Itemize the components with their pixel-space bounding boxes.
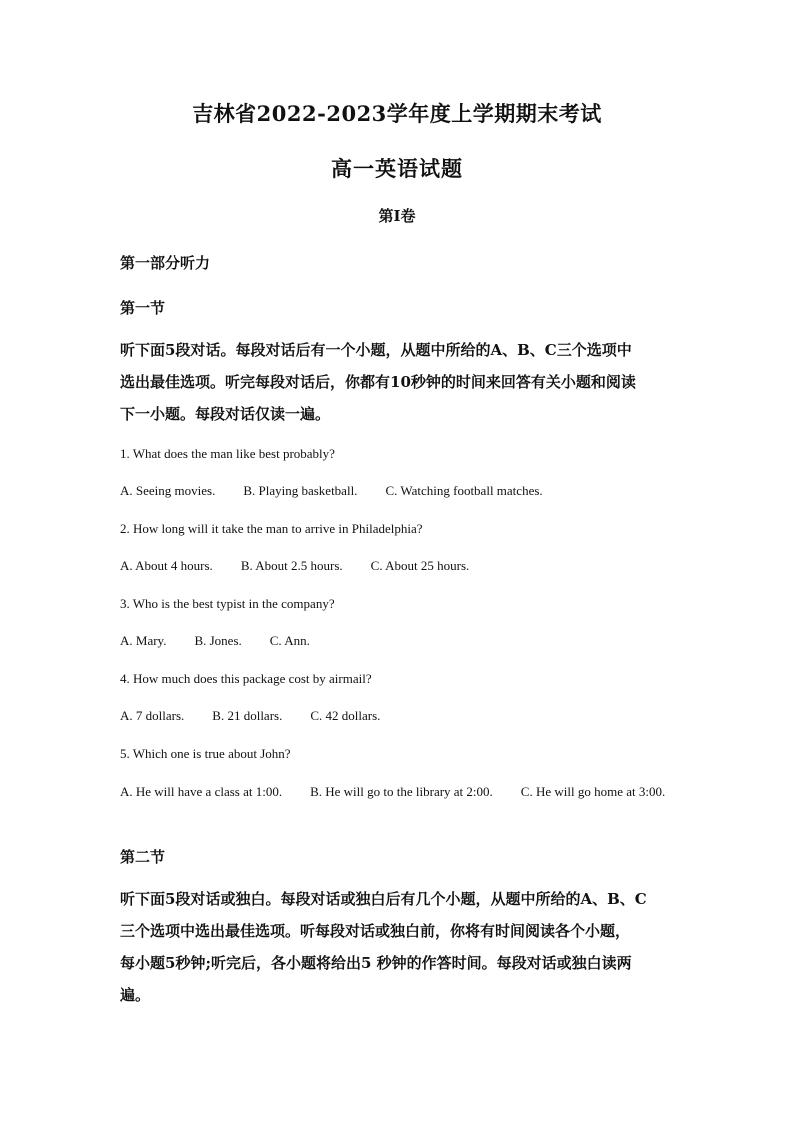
question-2: 2. How long will it take the man to arrive in Philadelphia?	[120, 521, 423, 536]
option-c: C. About 25 hours.	[370, 558, 470, 573]
question-4: 4. How much does this package cost by airmail?	[120, 671, 372, 686]
option-b: B. Playing basketball.	[243, 483, 358, 498]
instruction-line: 听下面5段对话。每段对话后有一个小题，从题中所给的A、B、C三个选项中	[120, 341, 632, 359]
option-a: A. Seeing movies.	[120, 483, 216, 498]
option-c: C. He will go home at 3:00.	[520, 784, 666, 799]
instruction-line: 每小题5秒钟;听完后，各小题将给出5 秒钟的作答时间。每段对话或独白读两	[120, 954, 632, 972]
instruction-line: 下一小题。每段对话仅读一遍。	[120, 405, 331, 423]
section1-instructions	[120, 334, 680, 430]
question-1: 1. What does the man like best probably?	[120, 446, 335, 461]
question-3: 3. Who is the best typist in the company?	[120, 596, 335, 611]
question-5-options	[120, 780, 680, 803]
option-a: A. About 4 hours.	[120, 558, 213, 573]
question-1-options	[120, 483, 543, 499]
instruction-line: 遍。	[120, 986, 151, 1004]
volume-label: 第I卷	[378, 207, 416, 225]
question-4-options	[120, 708, 380, 724]
instruction-line: 选出最佳选项。听完每段对话后，你都有10秒钟的时间来回答有关小题和阅读	[120, 373, 636, 391]
question-2-options	[120, 558, 469, 574]
option-b: B. He will go to the library at 2:00.	[310, 784, 493, 799]
instruction-line: 三个选项中选出最佳选项。听每段对话或独白前，你将有时间阅读各个小题，	[120, 922, 631, 940]
instruction-line: 听下面5段对话或独白。每段对话或独白后有几个小题，从题中所给的A、B、C	[120, 890, 647, 908]
option-a: A. 7 dollars.	[120, 708, 185, 723]
section1-heading: 第一节	[120, 299, 166, 317]
option-a: A. He will have a class at 1:00.	[120, 784, 283, 799]
option-c: C. 42 dollars.	[310, 708, 381, 723]
part-heading: 第一部分听力	[120, 254, 211, 272]
option-b: B. Jones.	[194, 633, 242, 648]
question-5: 5. Which one is true about John?	[120, 746, 291, 761]
option-c: C. Ann.	[269, 633, 310, 648]
exam-title: 吉林省2022-2023学年度上学期期末考试	[192, 101, 602, 126]
option-c: C. Watching football matches.	[385, 483, 543, 498]
section2-instructions	[120, 883, 680, 1011]
option-b: B. 21 dollars.	[212, 708, 283, 723]
option-b: B. About 2.5 hours.	[240, 558, 343, 573]
option-a: A. Mary.	[120, 633, 167, 648]
question-3-options	[120, 633, 310, 649]
exam-subtitle: 高一英语试题	[331, 156, 463, 181]
section2-heading: 第二节	[120, 848, 166, 866]
